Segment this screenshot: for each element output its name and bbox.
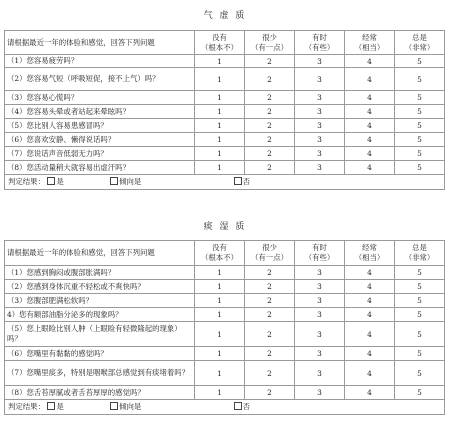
option-header-never [195, 31, 245, 55]
score-cell-5[interactable]: 5 [395, 147, 445, 161]
option-sub: （有些） [304, 253, 335, 262]
option-label: 很少 [262, 32, 277, 42]
score-cell-4[interactable]: 4 [345, 280, 395, 294]
score-cell-4[interactable]: 4 [345, 147, 395, 161]
score-cell-4[interactable]: 4 [345, 266, 395, 280]
option-sub: （有些） [304, 42, 335, 52]
score-cell-3[interactable]: 3 [295, 161, 345, 175]
option-sub: （有一点） [251, 42, 288, 52]
score-cell-1[interactable]: 1 [195, 294, 245, 308]
score-cell-4[interactable]: 4 [345, 361, 395, 386]
question-text: （8）您活动量稍大就容易出虚汗吗？ [5, 161, 195, 175]
score-cell-4[interactable]: 4 [345, 133, 395, 147]
option-sub: （相当） [354, 42, 385, 52]
option-label: 经常 [362, 243, 377, 252]
question-row [5, 133, 445, 147]
score-cell-4[interactable]: 4 [345, 68, 395, 91]
score-cell-1[interactable]: 1 [195, 119, 245, 133]
option-label: 很少 [262, 243, 277, 252]
question-row [5, 266, 445, 280]
score-cell-4[interactable]: 4 [345, 322, 395, 347]
score-cell-4[interactable]: 4 [345, 119, 395, 133]
score-cell-3[interactable]: 3 [295, 361, 345, 386]
question-row [5, 55, 445, 68]
score-cell-3[interactable]: 3 [295, 386, 345, 400]
verdict-label: 判定结果： [8, 177, 45, 186]
score-cell-2[interactable]: 2 [245, 147, 295, 161]
question-text: （2）您感到身体沉重不轻松或不爽快吗？ [5, 280, 195, 294]
verdict-cell [5, 400, 445, 415]
verdict-label: 判定结果： [8, 402, 45, 411]
score-cell-1[interactable]: 1 [195, 105, 245, 119]
question-text: 4）您有额部油脂分泌多的现象吗？ [5, 308, 195, 322]
option-label: 没有 [212, 32, 227, 42]
checkbox-yes[interactable] [47, 177, 55, 185]
score-cell-4[interactable]: 4 [345, 105, 395, 119]
option-header-sometimes [295, 31, 345, 55]
question-text: （4）您容易头晕或者站起来晕眩吗？ [5, 105, 195, 119]
score-cell-2[interactable]: 2 [245, 105, 295, 119]
score-cell-2[interactable]: 2 [245, 294, 295, 308]
score-cell-1[interactable]: 1 [195, 280, 245, 294]
option-label: 有时 [312, 243, 327, 252]
score-cell-2[interactable]: 2 [245, 280, 295, 294]
option-label: 经常 [362, 32, 377, 42]
score-cell-1[interactable]: 1 [195, 133, 245, 147]
question-text: （6）您嘴里有黏黏的感觉吗？ [5, 347, 195, 361]
score-cell-1[interactable]: 1 [195, 266, 245, 280]
score-cell-5[interactable]: 5 [395, 294, 445, 308]
option-sub: （相当） [354, 253, 385, 262]
question-text: （2）您容易气短（呼吸短促，接不上气）吗？ [5, 68, 195, 91]
question-text: （3）您容易心慌吗？ [5, 91, 195, 105]
score-cell-5[interactable]: 5 [395, 119, 445, 133]
score-cell-5[interactable]: 5 [395, 361, 445, 386]
option-sub: （根本不） [201, 42, 238, 52]
score-cell-2[interactable]: 2 [245, 133, 295, 147]
score-cell-3[interactable]: 3 [295, 266, 345, 280]
score-cell-2[interactable]: 2 [245, 386, 295, 400]
checkbox-yes[interactable] [47, 402, 55, 410]
score-cell-5[interactable]: 5 [395, 68, 445, 91]
option-header-never [195, 241, 245, 266]
question-text: （6）您喜欢安静、懒得说话吗？ [5, 133, 195, 147]
score-cell-2[interactable]: 2 [245, 161, 295, 175]
score-cell-5[interactable]: 5 [395, 105, 445, 119]
verdict-row [5, 400, 445, 415]
question-row [5, 68, 445, 91]
verdict-tendency-label: 倾向是 [119, 402, 142, 411]
checkbox-tendency[interactable] [110, 177, 118, 185]
verdict-yes-label: 是 [56, 402, 64, 411]
score-cell-5[interactable]: 5 [395, 161, 445, 175]
score-cell-5[interactable]: 5 [395, 308, 445, 322]
verdict-no-label: 否 [242, 402, 251, 411]
question-row [5, 119, 445, 133]
score-cell-2[interactable]: 2 [245, 91, 295, 105]
question-text: （7）您说话声音低弱无力吗？ [5, 147, 195, 161]
score-cell-4[interactable]: 4 [345, 308, 395, 322]
table-header-row [5, 241, 445, 266]
option-sub: （非常） [404, 42, 435, 52]
score-cell-4[interactable]: 4 [345, 347, 395, 361]
score-cell-5[interactable]: 5 [395, 322, 445, 347]
verdict-cell [5, 175, 445, 190]
score-cell-1[interactable]: 1 [195, 91, 245, 105]
score-cell-5[interactable]: 5 [395, 347, 445, 361]
question-row [5, 105, 445, 119]
option-header-rarely [245, 241, 295, 266]
question-row [5, 308, 445, 322]
section-title-qixu: 气 虚 质 [203, 11, 247, 21]
score-cell-5[interactable]: 5 [395, 266, 445, 280]
question-text: （1）您容易疲劳吗？ [5, 55, 195, 68]
checkbox-no[interactable] [234, 402, 242, 410]
option-label: 总是 [412, 243, 427, 252]
score-cell-5[interactable]: 5 [395, 280, 445, 294]
question-text: （1）您感到胸闷或腹部胀满吗？ [5, 266, 195, 280]
score-cell-4[interactable]: 4 [345, 386, 395, 400]
score-cell-2[interactable]: 2 [245, 68, 295, 91]
score-cell-3[interactable]: 3 [295, 347, 345, 361]
score-cell-3[interactable]: 3 [295, 294, 345, 308]
score-cell-3[interactable]: 3 [295, 322, 345, 347]
question-text: （5）您比别人容易患感冒吗？ [5, 119, 195, 133]
score-cell-5[interactable]: 5 [395, 133, 445, 147]
verdict-no-label: 否 [242, 177, 251, 186]
question-row [5, 386, 445, 400]
score-cell-3[interactable]: 3 [295, 308, 345, 322]
option-label: 有时 [312, 32, 327, 42]
score-cell-1[interactable]: 1 [195, 386, 245, 400]
score-cell-1[interactable]: 1 [195, 55, 245, 68]
score-cell-2[interactable]: 2 [245, 322, 295, 347]
question-row [5, 322, 445, 347]
section-title-tanshi: 痰 湿 质 [203, 222, 247, 232]
option-label: 没有 [212, 243, 227, 252]
option-header-often [345, 241, 395, 266]
score-cell-3[interactable]: 3 [295, 280, 345, 294]
checkbox-no[interactable] [234, 177, 242, 185]
question-row [5, 347, 445, 361]
score-cell-1[interactable]: 1 [195, 147, 245, 161]
verdict-row [5, 175, 445, 190]
header-question: 请根据最近一年的体验和感觉，回答下列问题 [5, 31, 195, 55]
table-header-row [5, 31, 445, 55]
question-text: （5）您上眼睑比别人肿（上眼睑有轻微隆起的现象）吗？ [5, 322, 195, 347]
score-cell-1[interactable]: 1 [195, 161, 245, 175]
option-header-always [395, 241, 445, 266]
score-cell-5[interactable]: 5 [395, 55, 445, 68]
score-cell-2[interactable]: 2 [245, 361, 295, 386]
question-row [5, 91, 445, 105]
score-cell-3[interactable]: 3 [295, 119, 345, 133]
option-header-sometimes [295, 241, 345, 266]
question-text: （3）您腹部肥满松软吗？ [5, 294, 195, 308]
question-row [5, 294, 445, 308]
score-cell-2[interactable]: 2 [245, 119, 295, 133]
score-cell-2[interactable]: 2 [245, 308, 295, 322]
option-label: 总是 [412, 32, 427, 42]
score-cell-5[interactable]: 5 [395, 386, 445, 400]
verdict-tendency-label: 倾向是 [119, 177, 142, 186]
score-cell-1[interactable]: 1 [195, 68, 245, 91]
questionnaire-table-tanshi [4, 240, 445, 415]
score-cell-1[interactable]: 1 [195, 322, 245, 347]
option-sub: （非常） [404, 253, 435, 262]
question-row [5, 361, 445, 386]
score-cell-2[interactable]: 2 [245, 266, 295, 280]
score-cell-3[interactable]: 3 [295, 55, 345, 68]
score-cell-4[interactable]: 4 [345, 294, 395, 308]
score-cell-4[interactable]: 4 [345, 55, 395, 68]
option-header-always [395, 31, 445, 55]
score-cell-5[interactable]: 5 [395, 91, 445, 105]
questionnaire-table-qixu [4, 30, 445, 190]
score-cell-3[interactable]: 3 [295, 133, 345, 147]
option-header-often [345, 31, 395, 55]
question-text: （7）您嘴里痰多，特别是咽喉部总感觉到有痰堵着吗？ [5, 361, 195, 386]
question-text: （8）您舌苔厚腻或者舌苔厚厚的感觉吗？ [5, 386, 195, 400]
score-cell-4[interactable]: 4 [345, 161, 395, 175]
score-cell-3[interactable]: 3 [295, 147, 345, 161]
score-cell-1[interactable]: 1 [195, 361, 245, 386]
option-sub: （根本不） [201, 253, 238, 262]
score-cell-3[interactable]: 3 [295, 68, 345, 91]
score-cell-3[interactable]: 3 [295, 91, 345, 105]
checkbox-tendency[interactable] [110, 402, 118, 410]
score-cell-2[interactable]: 2 [245, 347, 295, 361]
score-cell-1[interactable]: 1 [195, 308, 245, 322]
question-row [5, 280, 445, 294]
option-header-rarely [245, 31, 295, 55]
score-cell-4[interactable]: 4 [345, 91, 395, 105]
score-cell-2[interactable]: 2 [245, 55, 295, 68]
score-cell-1[interactable]: 1 [195, 347, 245, 361]
question-row [5, 161, 445, 175]
header-question: 请根据最近一年的体验和感觉，回答下列问题 [5, 241, 195, 266]
question-row [5, 147, 445, 161]
verdict-yes-label: 是 [56, 177, 64, 186]
option-sub: （有一点） [251, 253, 288, 262]
score-cell-3[interactable]: 3 [295, 105, 345, 119]
